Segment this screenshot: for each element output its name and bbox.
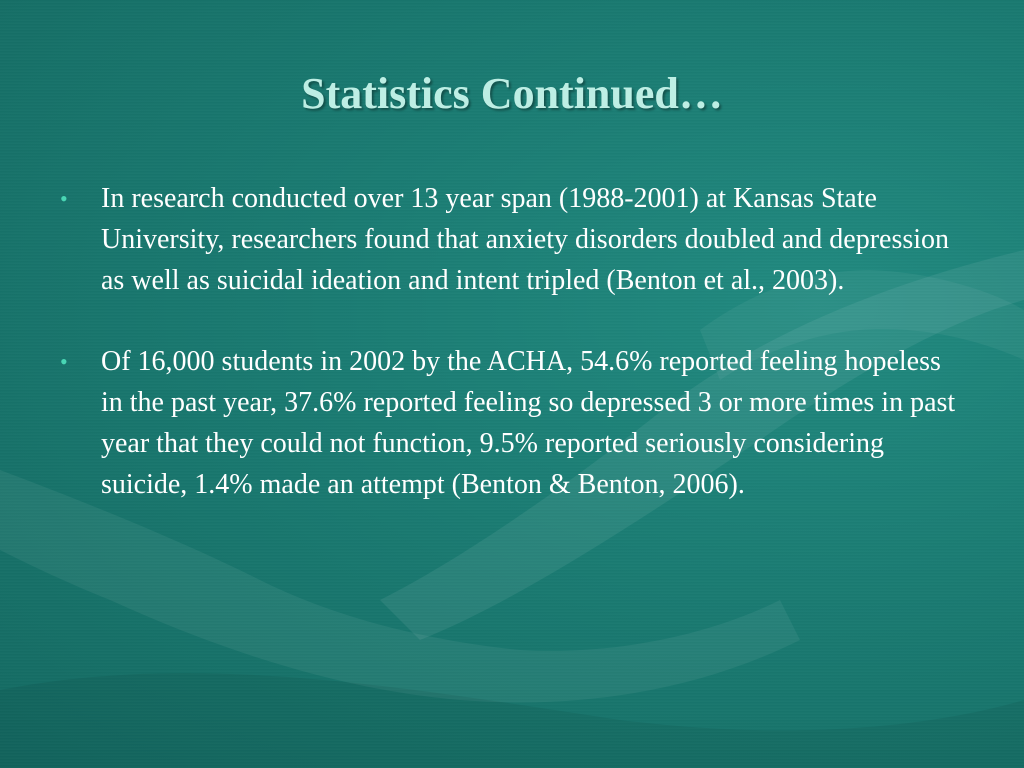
- bullet-text: In research conducted over 13 year span (1988-2001) at Kansas State University, researchers found that anxiety disorders doubled and depression as well as suicidal ideation and intent tripled (Benton et al., 2003).: [101, 183, 950, 296]
- bullet-marker: •: [60, 349, 68, 374]
- bullet-item: [60, 341, 960, 505]
- bullet-marker: •: [60, 186, 68, 211]
- bullet-text: Of 16,000 students in 2002 by the ACHA, 54.6% reported feeling hopeless in the past year, 37.6% reported feeling so depressed 3 or more times in past year that they could not function, 9.5% reported seriously considering suicide, 1.4% made an attempt (Benton & Benton, 2006).: [101, 346, 956, 500]
- slide-title: Statistics Continued…: [301, 69, 723, 118]
- bullet-item: [60, 178, 960, 301]
- bullet-list: [60, 178, 960, 545]
